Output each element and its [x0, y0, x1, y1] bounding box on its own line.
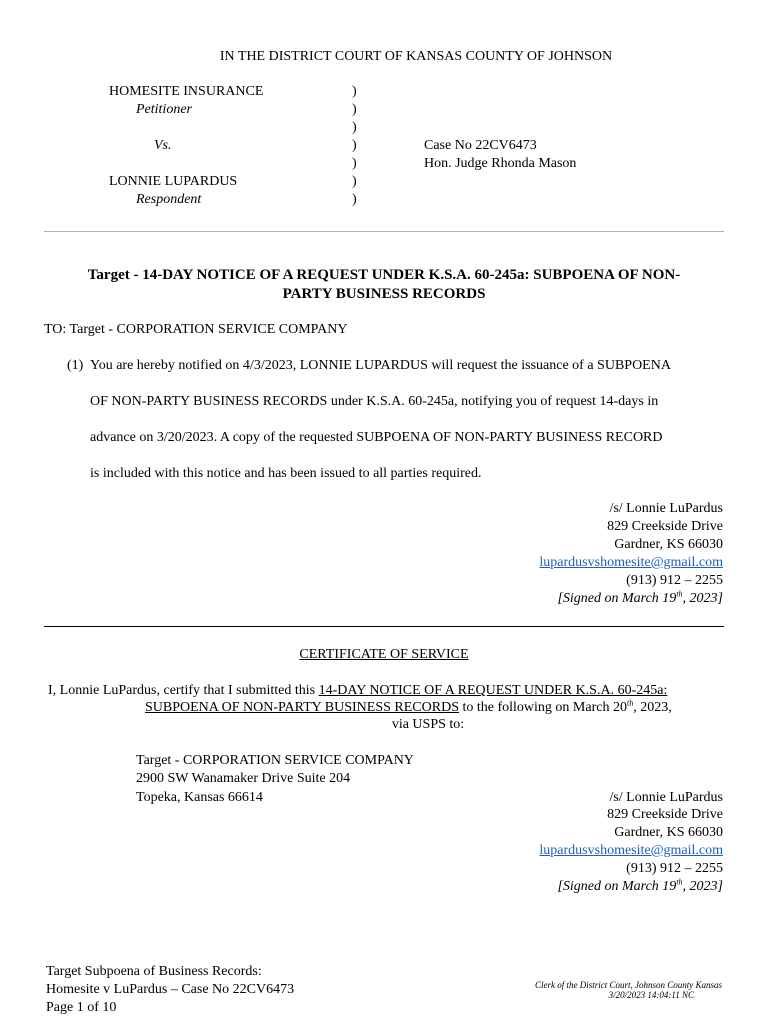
notice-title-line2: PARTY BUSINESS RECORDS — [282, 286, 486, 302]
certificate-heading: CERTIFICATE OF SERVICE — [299, 647, 469, 662]
signature-phone: (913) 912 – 2255 — [626, 573, 723, 588]
respondent-role: Respondent — [136, 192, 202, 207]
signature-phone: (913) 912 – 2255 — [626, 861, 723, 876]
caption-paren: ) — [352, 102, 357, 117]
petitioner-role: Petitioner — [136, 102, 192, 117]
versus-label: Vs. — [154, 138, 172, 153]
notice-title-line1: Target - 14-DAY NOTICE OF A REQUEST UNDER K.S.A. 60-245a: SUBPOENA OF NON- — [87, 267, 681, 283]
notice-paragraph-line: You are hereby notified on 4/3/2023, LONNIE LUPARDUS will request the issuance of a SUBPOENA — [90, 358, 671, 373]
caption-paren: ) — [352, 174, 357, 189]
signature-date: [Signed on March 19th, 2023] — [557, 589, 723, 606]
recipient-city: Topeka, Kansas 66614 — [136, 790, 263, 805]
clerk-stamp-line2: 3/20/2023 14:04:11 NC — [608, 990, 694, 1000]
certificate-intro: I, Lonnie LuPardus, certify that I submitted this 14-DAY NOTICE OF A REQUEST UNDER K.S.A. 60-245a: — [48, 683, 668, 698]
notice-recipient: TO: Target - CORPORATION SERVICE COMPANY — [44, 322, 348, 337]
signature-email-link[interactable]: lupardusvshomesite@gmail.com — [539, 843, 723, 858]
certificate-via: via USPS to: — [391, 717, 465, 732]
recipient-street: 2900 SW Wanamaker Drive Suite 204 — [136, 771, 351, 786]
signature-city: Gardner, KS 66030 — [614, 537, 723, 552]
footer-line: Homesite v LuPardus – Case No 22CV6473 — [46, 982, 295, 997]
caption-paren: ) — [352, 156, 357, 171]
caption-paren: ) — [352, 138, 357, 153]
court-title: IN THE DISTRICT COURT OF KANSAS COUNTY OF JOHNSON — [219, 49, 613, 64]
notice-paragraph-line: advance on 3/20/2023. A copy of the requested SUBPOENA OF NON-PARTY BUSINESS RECORD — [90, 430, 663, 445]
judge-name: Hon. Judge Rhonda Mason — [424, 156, 577, 171]
petitioner-name: HOMESITE INSURANCE — [109, 84, 264, 99]
caption-paren: ) — [352, 84, 357, 99]
header-divider — [44, 231, 724, 232]
footer-page-number: Page 1 of 10 — [46, 1000, 117, 1015]
notice-paragraph-line: OF NON-PARTY BUSINESS RECORDS under K.S.A. 60-245a, notifying you of request 14-days in — [90, 394, 659, 409]
case-number: Case No 22CV6473 — [424, 138, 537, 153]
clerk-stamp-line1: Clerk of the District Court, Johnson County Kansas — [534, 980, 722, 990]
signature-name: /s/ Lonnie LuPardus — [609, 501, 723, 516]
caption-paren: ) — [352, 192, 357, 207]
respondent-name: LONNIE LUPARDUS — [109, 174, 238, 189]
signature-name: /s/ Lonnie LuPardus — [609, 790, 723, 805]
section-divider — [44, 626, 724, 627]
notice-paragraph-line: is included with this notice and has been issued to all parties required. — [90, 466, 482, 481]
certificate-line2: SUBPOENA OF NON-PARTY BUSINESS RECORDS to the following on March 20th, 2023, — [145, 698, 672, 715]
item-number: (1) — [67, 358, 84, 373]
signature-street: 829 Creekside Drive — [607, 807, 723, 822]
recipient-name: Target - CORPORATION SERVICE COMPANY — [136, 753, 414, 768]
signature-street: 829 Creekside Drive — [607, 519, 723, 534]
signature-city: Gardner, KS 66030 — [614, 825, 723, 840]
signature-date: [Signed on March 19th, 2023] — [557, 877, 723, 894]
caption-paren: ) — [352, 120, 357, 135]
signature-email-link[interactable]: lupardusvshomesite@gmail.com — [539, 555, 723, 570]
footer-line: Target Subpoena of Business Records: — [46, 964, 262, 979]
